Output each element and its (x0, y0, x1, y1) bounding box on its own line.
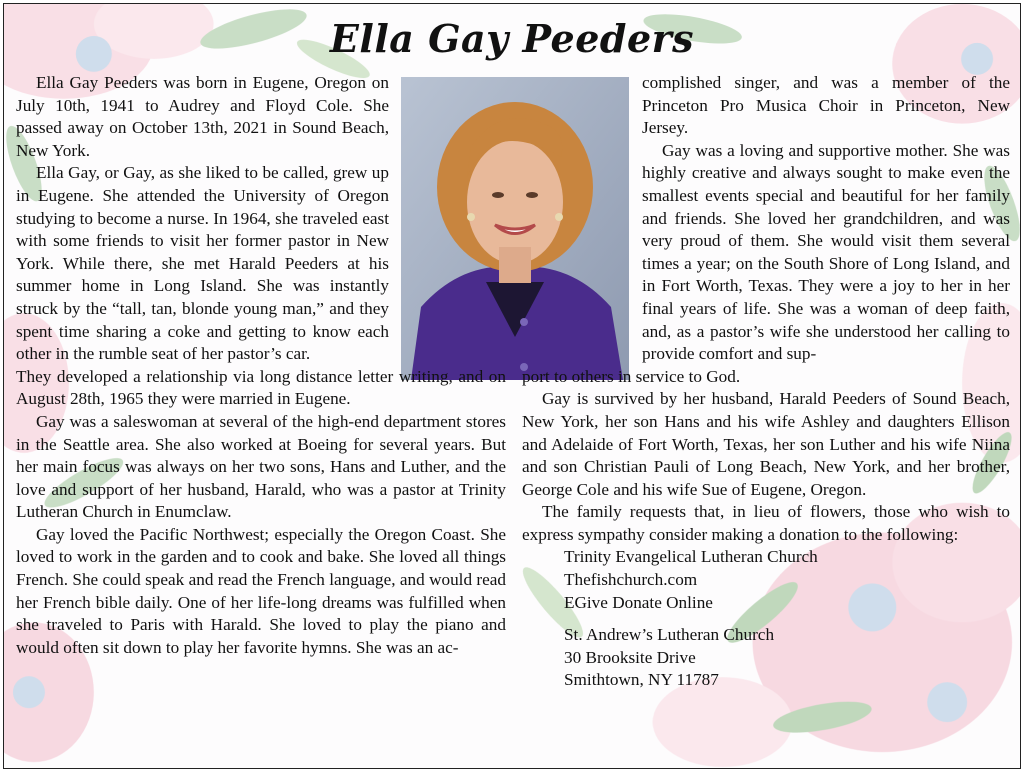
paragraph-career: Gay was a saleswoman at several of the high-end department stores in the Seattle area. She also worked at Boeing for several years. But her main focus was always on her two sons, Hans and Luther, and the love and support of her husband, Harald, who was a pastor at Trinity Lutheran Church in Enumclaw. (16, 411, 506, 522)
paragraph-singer: complished singer, and was a member of the Princeton Pro Musica Choir in Princeton, New Jersey. (642, 73, 1010, 138)
right-narrow-block (642, 72, 1010, 366)
paragraph-survivors: Gay is survived by her husband, Harald Peeders of Sound Beach, New York, her son Hans and his wife Ashley and daughters Ellison and Adelaide of Fort Worth, Texas, her son Luther and his wife Niina and son Christian Pauli of Long Beach, New York, and her brother, George Cole and his wife Sue of Eugene, Oregon. (522, 389, 1010, 499)
obituary-page (3, 3, 1021, 769)
donation-line: EGive Donate Online (564, 592, 713, 612)
spacer (522, 614, 1010, 624)
right-column (522, 72, 1010, 692)
left-column (16, 72, 506, 659)
donation-line: Thefishchurch.com (564, 570, 698, 590)
donation-line: 30 Brooksite Drive (564, 647, 696, 667)
donation-line: St. Andrew’s Lutheran Church (564, 625, 775, 645)
left-narrow-block (16, 72, 389, 366)
donation-line: Smithtown, NY 11787 (564, 670, 719, 690)
paragraph-mother: Gay was a loving and supportive mother. She was highly creative and always sought to make even the smallest events special and beautiful for her family and friends. She loved her grandchildren, and was very proud of them. She would visit them several times a year; on the South Shore of Long Island, and in Fort Worth, Texas. They were a joy to her in her final years of life. She was a woman of deep faith, and, as a pastor’s wife she understood her calling to provide comfort and sup- (642, 140, 1010, 364)
paragraph-early-life: Ella Gay, or Gay, as she liked to be called, grew up in Eugene. She attended the University of Oregon studying to become a nurse. In 1964, she traveled east with some friends to visit her former pastor in New York. While there, she met Harald Peeders at his summer home in Long Island. She was instantly struck by the “tall, tan, blonde young man,” and they spent time sharing a coke and getting to know each other in the rumble seat of her pastor’s car. (16, 163, 389, 364)
paragraph-interests: Gay loved the Pacific Northwest; especially the Oregon Coast. She loved to work in the garden and to cook and bake. She loved all things French. She could speak and read the French language, and would read her French bible daily. One of her life-long dreams was fulfilled when she traveled to Paris with Harald. She loved to play the piano and would often sit down to play her favorite hymns. She was an ac- (16, 524, 506, 657)
paragraph-donations: The family requests that, in lieu of flowers, those who wish to express sympathy consider making a donation to the following: (522, 502, 1010, 544)
flower-center (13, 676, 45, 708)
paragraph-marriage: They developed a relationship via long distance letter writing, and on August 28th, 1965 they were married in Eugene. (16, 366, 506, 409)
donation-line: Trinity Evangelical Lutheran Church (564, 547, 818, 567)
page-title: Ella Gay Peeders (329, 16, 695, 61)
paragraph-faith-end: port to others in service to God. (522, 366, 741, 386)
paragraph-birth: Ella Gay Peeders was born in Eugene, Oregon on July 10th, 1941 to Audrey and Floyd Cole. She passed away on October 13th, 2021 in Sound Beach, New York. (16, 73, 389, 160)
